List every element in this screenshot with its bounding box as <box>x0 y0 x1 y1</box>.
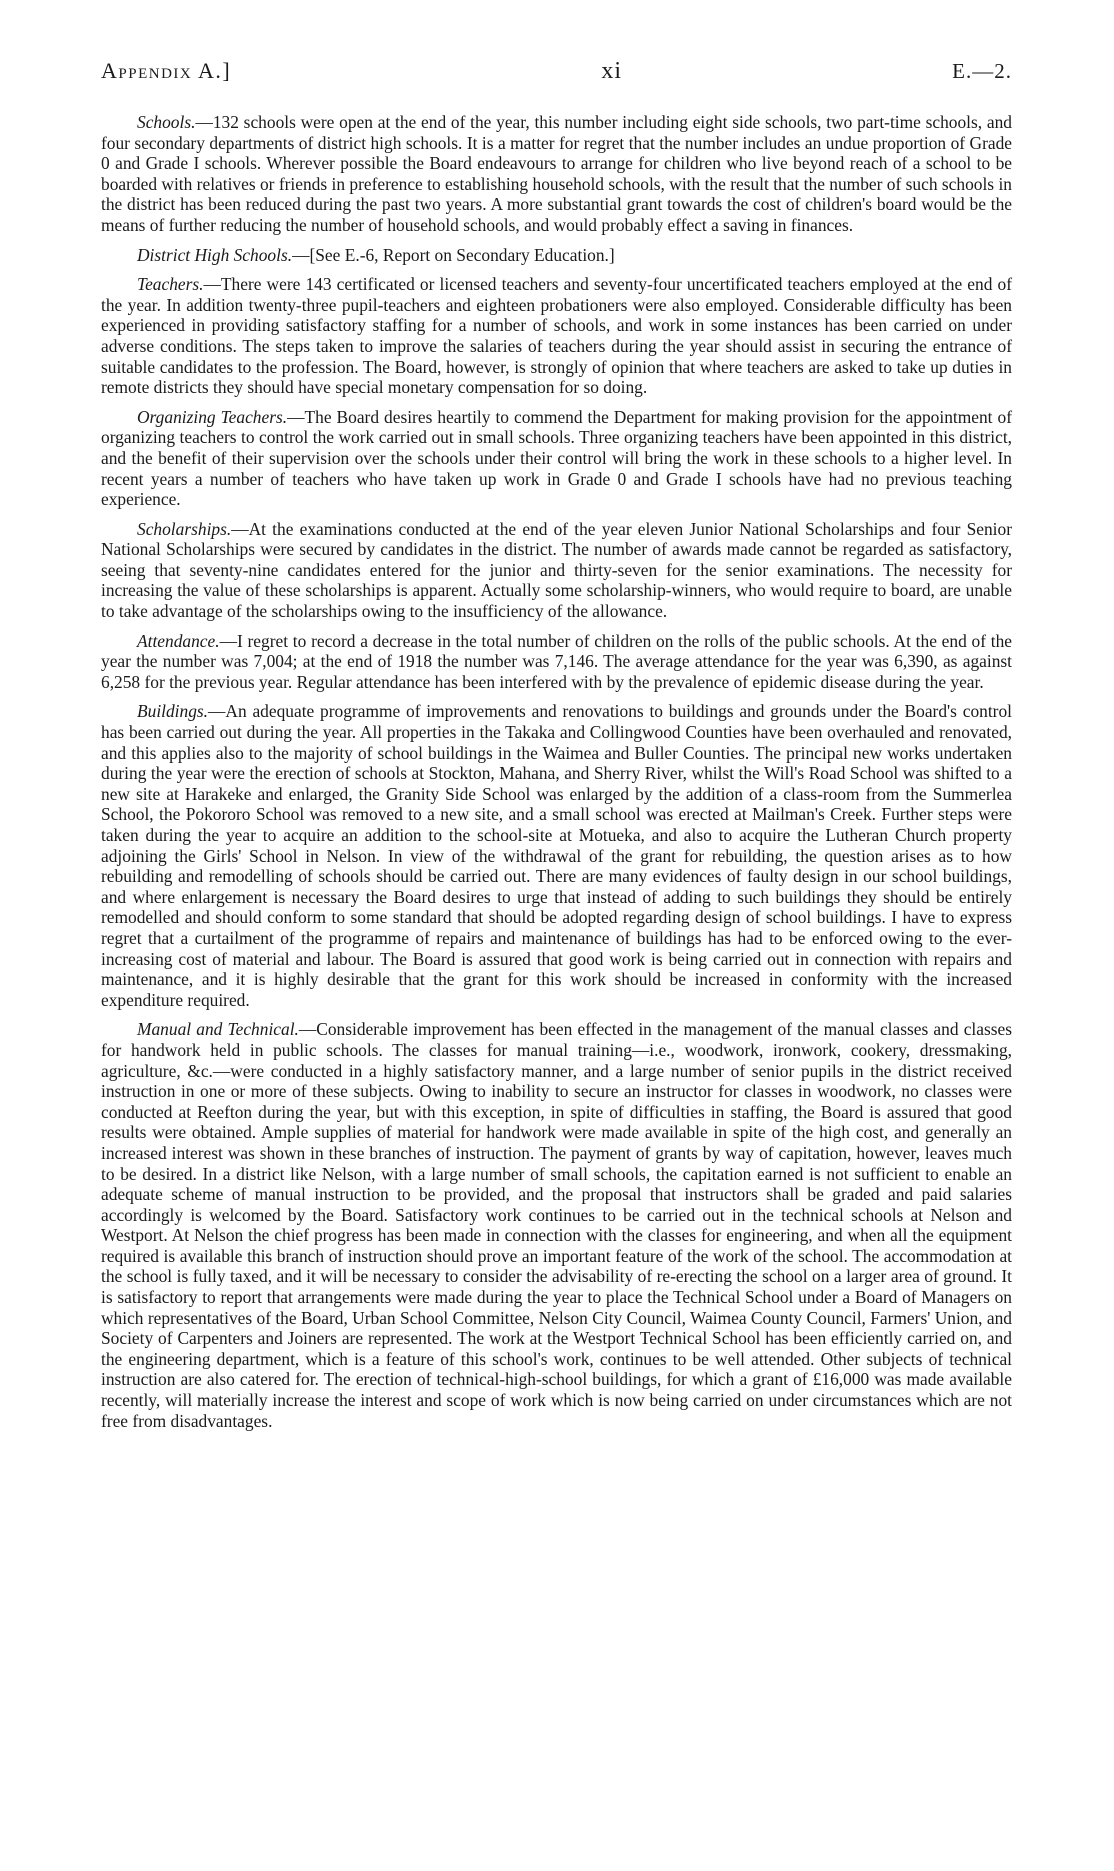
paragraph-attendance <box>101 631 1012 693</box>
paragraph-text: —At the examinations conducted at the end of the year eleven Junior National Scholarships and four Senior National Scholarships were secured by candidates in the district. The number of awards made cannot be regarded as satisfactory, seeing that seventy-nine candidates entered for the junior and thirty-seven for the senior examinations. The necessity for increasing the value of these scholarships is apparent. Actually some scholarship-winners, who would require to board, are unable to take advantage of the scholarships owing to the insufficiency of the allowance. <box>101 518 1012 622</box>
paragraph-teachers <box>101 274 1012 398</box>
paragraph-scholarships <box>101 519 1012 622</box>
paragraph-heading: Teachers. <box>137 274 204 295</box>
paragraph-schools <box>101 112 1012 236</box>
paragraph-district-high-schools <box>101 245 1012 266</box>
paragraph-text: —[See E.-6, Report on Secondary Education.] <box>292 244 615 265</box>
paragraph-heading: Organizing Teachers. <box>137 406 288 427</box>
paragraph-text: —There were 143 certificated or licensed teachers and seventy-four uncertificated teachers employed at the end of the year. In addition twenty-three pupil-teachers and eighteen probationers were also employed. Considerable difficulty has been experienced in providing satisfactory staffing for a number of schools, and work in some instances has been carried on under adverse conditions. The steps taken to improve the salaries of teachers during the year should assist in securing the entrance of suitable candidates to the profession. The Board, however, is strongly of opinion that where teachers are asked to take up duties in remote districts they should have special monetary compensation for so doing. <box>101 274 1012 398</box>
paragraph-heading: District High Schools. <box>137 244 293 265</box>
paragraph-organizing-teachers <box>101 407 1012 510</box>
paragraph-heading: Attendance. <box>137 630 220 651</box>
page-header <box>101 58 1012 98</box>
paragraph-text: —The Board desires heartily to commend the Department for making provision for the appointment of organizing teachers to control the work carried out in small schools. Three organizing teachers have been appointed in this district, and the benefit of their supervision over the schools under their control will bring the work in these schools to a higher level. In recent years a number of teachers who have taken up work in Grade 0 and Grade I schools have had no previous teaching experience. <box>101 406 1012 510</box>
paragraph-manual-and-technical <box>101 1019 1012 1431</box>
paragraph-heading: Manual and Technical. <box>137 1019 299 1040</box>
paragraph-text: —I regret to record a decrease in the total number of children on the rolls of the public schools. At the end of the year the number was 7,004; at the end of 1918 the number was 7,146. The average attendance for the year was 6,390, as against 6,258 for the previous year. Regular attendance has been interfered with by the prevalence of epidemic disease during the year. <box>101 630 1012 692</box>
paragraph-text: —An adequate programme of improvements and renovations to buildings and grounds under the Board's control has been carried out during the year. All properties in the Takaka and Collingwood Counties have been overhauled and renovated, and this applies also to the majority of school buildings in the Waimea and Buller Counties. The principal new works undertaken during the year were the erection of schools at Stockton, Mahana, and Sherry River, whilst the Will's Road School was shifted to a new site at Harakeke and enlarged, the Granity Side School was enlarged by the addition of a class-room from the Summerlea School, the Pokororo School was removed to a new site, and a small school was erected at Mailman's Creek. Further steps were taken during the year to acquire an addition to the school-site at Motueka, and also to acquire the Lutheran Church property adjoining the Girls' School in Nelson. In view of the withdrawal of the grant for rebuilding, the question arises as to how rebuilding and remodelling of schools should be carried out. There are many evidences of faulty design in our school buildings, and where enlargement is necessary the Board desires to urge that instead of adding to such buildings they should be entirely remodelled and should conform to some standard that should be adopted regarding design of school buildings. I have to express regret that a curtailment of the programme of repairs and maintenance of buildings has had to be enforced owing to the ever-increasing cost of material and labour. The Board is assured that good work is being carried out in connection with repairs and maintenance, and it is highly desirable that the grant for this work should be increased in conformity with the increased expenditure required. <box>101 701 1012 1010</box>
page-number: xi <box>601 58 623 84</box>
paragraph-buildings <box>101 701 1012 1010</box>
document-page <box>101 58 1012 1440</box>
paragraph-heading: Buildings. <box>137 701 209 722</box>
header-document-code: E.—2. <box>952 59 1012 83</box>
document-body <box>101 112 1012 1431</box>
header-appendix-label: Appendix A.] <box>101 58 232 83</box>
paragraph-text: —132 schools were open at the end of the year, this number including eight side schools, two part-time schools, and four secondary departments of district high schools. It is a matter for regret that the number includes an undue proportion of Grade 0 and Grade I schools. Wherever possible the Board endeavours to arrange for children who live beyond reach of a school to be boarded with relatives or friends in preference to establishing household schools, with the result that the number of such schools in the district has been reduced during the past two years. A more substantial grant towards the cost of children's board would be the means of further reducing the number of household schools, and would probably effect a saving in finances. <box>101 112 1012 235</box>
paragraph-heading: Scholarships. <box>137 518 232 539</box>
paragraph-heading: Schools. <box>137 112 196 132</box>
paragraph-text: —Considerable improvement has been effected in the management of the manual classes and classes for handwork held in public schools. The classes for manual training—i.e., woodwork, ironwork, cookery, dressmaking, agriculture, &c.—were conducted in a highly satisfactory manner, and a large number of senior pupils in the district received instruction in one or more of these subjects. Owing to inability to secure an instructor for classes in woodwork, no classes were conducted at Reefton during the year, but with this exception, in spite of difficulties in staffing, the Board is assured that good results were obtained. Ample supplies of material for handwork were made available in spite of the high cost, and generally an increased interest was shown in these branches of instruction. The payment of grants by way of capitation, however, leaves much to be desired. In a district like Nelson, with a large number of small schools, the capitation earned is not sufficient to enable an adequate scheme of manual instruction to be provided, and the proposal that instructors shall be graded and paid salaries accordingly is welcomed by the Board. Satisfactory work continues to be carried out in the technical schools at Nelson and Westport. At Nelson the chief progress has been made in connection with the classes for engineering, and when all the equipment required is available this branch of instruction should prove an important feature of the work of the school. The accommodation at the school is fully taxed, and it will be necessary to consider the advisability of re-erecting the school on a larger area of ground. It is satisfactory to report that arrangements were made during the year to place the Technical School under a Board of Managers on which representatives of the Board, Urban School Committee, Nelson City Council, Waimea County Council, Farmers' Union, and Society of Carpenters and Joiners are represented. The work at the Westport Technical School has been efficiently carried on, and the engineering department, which is a feature of this school's work, continues to be well attended. Other subjects of technical instruction are also catered for. The erection of technical-high-school buildings, for which a grant of £16,000 was made available recently, will materially increase the interest and scope of work which is now being carried on under circumstances which are not free from disadvantages. <box>101 1019 1012 1431</box>
